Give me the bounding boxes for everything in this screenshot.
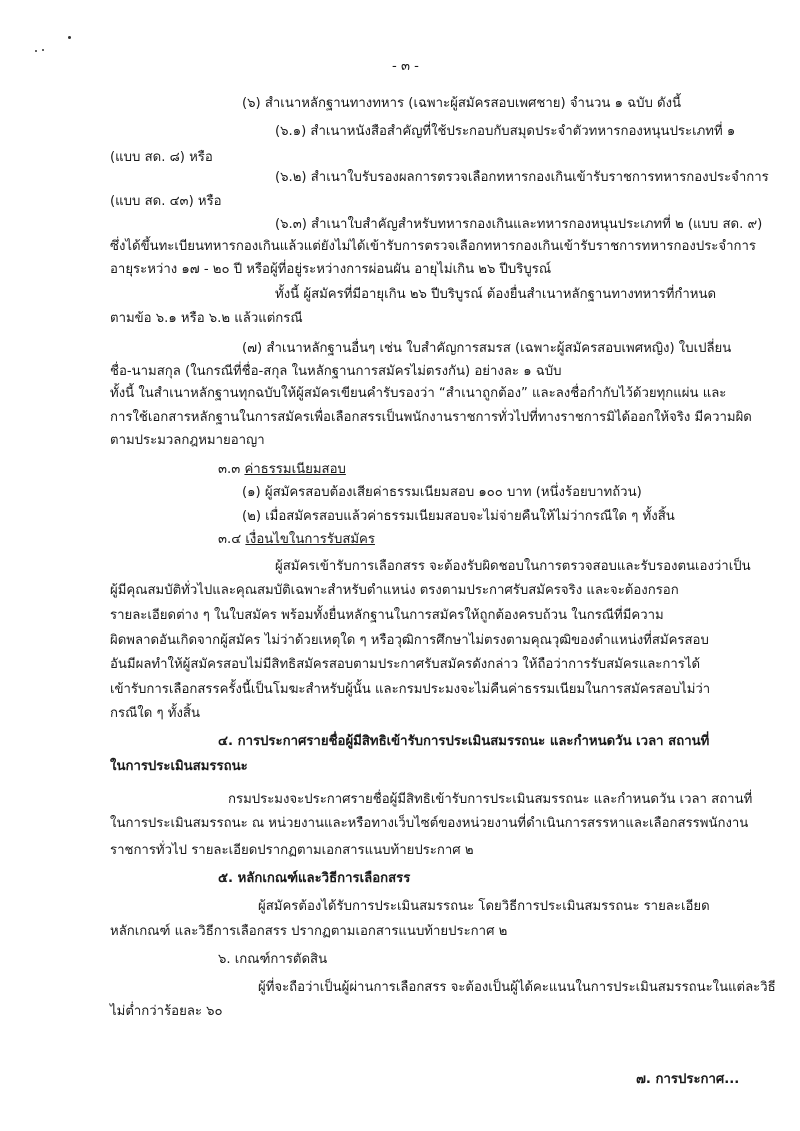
section-4-body-2: ในการประเมินสมรรถนะ ณ หน่วยงานและหรือทางเว็บไซต์ของหน่วยงานที่ดำเนินการสรรหาและเลือกสรรพนักงาน (110, 816, 749, 831)
section-3-4-heading (218, 531, 375, 549)
next-page-catchword: ๗. การประกาศ... (636, 1072, 740, 1087)
item-7-cont: ชื่อ-นามสกุล (ในกรณีที่ชื่อ-สกุล ในหลักฐานการสมัครไม่ตรงกัน) อย่างละ ๑ ฉบับ (110, 364, 562, 379)
item-6-2-form: (แบบ สด. ๔๓) หรือ (110, 194, 222, 209)
conditions-line-3: รายละเอียดต่าง ๆ ในใบสมัคร พร้อมทั้งยื่นหลักฐานในการสมัครให้ถูกต้องครบถ้วน ในกรณีที่มีความ (110, 608, 664, 623)
scan-speck (35, 50, 37, 52)
conditions-line-5: อันมีผลทำให้ผู้สมัครสอบไม่มีสิทธิสมัครสอบตามประกาศรับสมัครดังกล่าว ให้ถือว่าการรับสมัครและการได้ (110, 657, 701, 672)
fee-item-2: (๒) เมื่อสมัครสอบแล้วค่าธรรมเนียมสอบจะไม่จ่ายคืนให้ไม่ว่ากรณีใด ๆ ทั้งสิ้น (242, 509, 675, 524)
section-6-body-1: ผู้ที่จะถือว่าเป็นผู้ผ่านการเลือกสรร จะต้องเป็นผู้ได้คะแนนในการประเมินสมรรถนะในแต่ละวิธี (258, 980, 776, 995)
item-6-1: (๖.๑) สำเนาหนังสือสำคัญที่ใช้ประกอบกับสมุดประจำตัวทหารกองหนุนประเภทที่ ๑ (275, 124, 736, 139)
section-5-body-2: หลักเกณฑ์ และวิธีการเลือกสรร ปรากฏตามเอกสารแนบท้ายประกาศ ๒ (110, 924, 508, 939)
section-4-heading-cont: ในการประเมินสมรรถนะ (110, 759, 248, 774)
section-5-body-1: ผู้สมัครต้องได้รับการประเมินสมรรถนะ โดยวิธีการประเมินสมรรถนะ รายละเอียด (258, 899, 710, 914)
conditions-line-2: ผู้มีคุณสมบัติทั่วไปและคุณสมบัติเฉพาะสำหรับตำแหน่ง ตรงตามประกาศรับสมัครจริง และจะต้องกรอก (110, 583, 679, 598)
section-5-heading: ๕. หลักเกณฑ์และวิธีการเลือกสรร (218, 871, 411, 886)
conditions-line-7: กรณีใด ๆ ทั้งสิ้น (110, 706, 200, 721)
conditions-line-1: ผู้สมัครเข้ารับการเลือกสรร จะต้องรับผิดชอบในการตรวจสอบและรับรองตนเองว่าเป็น (275, 559, 751, 574)
item-6-note: ทั้งนี้ ผู้สมัครที่มีอายุเกิน ๒๖ ปีบริบูรณ์ ต้องยื่นสำเนาหลักฐานทางทหารที่กำหนด (275, 287, 717, 302)
item-7: (๗) สำเนาหลักฐานอื่นๆ เช่น ใบสำคัญการสมรส (เฉพาะผู้สมัครสอบเพศหญิง) ใบเปลี่ยน (242, 341, 732, 356)
certify-paragraph-2: การใช้เอกสารหลักฐานในการสมัครเพื่อเลือกสรรเป็นพนักงานราชการทั่วไปที่ทางราชการมิได้ออกให้จริง มีความผิด (110, 410, 752, 425)
conditions-line-4: ผิดพลาดอันเกิดจากผู้สมัคร ไม่ว่าด้วยเหตุใด ๆ หรือวุฒิการศึกษาไม่ตรงตามคุณวุฒิของตำแหน่งที่สมัครสอบ (110, 633, 709, 648)
section-6-heading: ๖. เกณฑ์การตัดสิน (218, 952, 328, 967)
scan-speck (68, 36, 71, 39)
item-6-note-cont: ตามข้อ ๖.๑ หรือ ๖.๒ แล้วแต่กรณี (110, 311, 303, 326)
item-6-heading: (๖) สำเนาหลักฐานทางทหาร (เฉพาะผู้สมัครสอบเพศชาย) จำนวน ๑ ฉบับ ดังนี้ (242, 96, 682, 111)
page-number: - ๓ - (392, 59, 419, 74)
item-6-3-cont-1: ซึ่งได้ขึ้นทะเบียนทหารกองเกินแล้วแต่ยังไม่ได้เข้ารับการตรวจเลือกทหารกองเกินเข้ารับราชการทหารกองประจำการ (110, 239, 756, 254)
conditions-line-6: เข้ารับการเลือกสรรครั้งนี้เป็นโมฆะสำหรับผู้นั้น และกรมประมงจะไม่คืนค่าธรรมเนียมในการสมัครสอบไม่ว่า (110, 682, 711, 697)
certify-paragraph-3: ตามประมวลกฎหมายอาญา (110, 433, 265, 448)
section-4-heading: ๔. การประกาศรายชื่อผู้มีสิทธิเข้ารับการประเมินสมรรถนะ และกำหนดวัน เวลา สถานที่ (218, 734, 710, 749)
section-3-4-title: เงื่อนไขในการรับสมัคร (245, 532, 375, 547)
item-6-1-form: (แบบ สด. ๘) หรือ (110, 150, 213, 165)
section-4-body-3: ราชการทั่วไป รายละเอียดปรากฏตามเอกสารแนบท้ายประกาศ ๒ (110, 843, 474, 858)
section-3-3-number: ๓.๓ (218, 462, 241, 477)
section-6-body-2: ไม่ต่ำกว่าร้อยละ ๖๐ (110, 1004, 223, 1019)
item-6-3: (๖.๓) สำเนาใบสำคัญสำหรับทหารกองเกินและทหารกองหนุนประเภทที่ ๒ (แบบ สด. ๙) (275, 217, 763, 232)
fee-item-1: (๑) ผู้สมัครสอบต้องเสียค่าธรรมเนียมสอบ ๑๐๐ บาท (หนึ่งร้อยบาทถ้วน) (242, 485, 642, 500)
section-3-3-title: ค่าธรรมเนียมสอบ (244, 462, 346, 477)
section-4-body-1: กรมประมงจะประกาศรายชื่อผู้มีสิทธิเข้ารับการประเมินสมรรถนะ และกำหนดวัน เวลา สถานที่ (228, 792, 753, 807)
certify-paragraph-1: ทั้งนี้ ในสำเนาหลักฐานทุกฉบับให้ผู้สมัครเขียนคำรับรองว่า “สำเนาถูกต้อง” และลงชื่อกำกับไว้ด้วยทุกแผ่น และ (110, 386, 727, 401)
section-3-3-heading (218, 461, 346, 479)
section-3-4-number: ๓.๔ (218, 532, 242, 547)
item-6-2: (๖.๒) สำเนาใบรับรองผลการตรวจเลือกทหารกองเกินเข้ารับราชการทหารกองประจำการ (275, 170, 769, 185)
item-6-3-cont-2: อายุระหว่าง ๑๗ - ๒๐ ปี หรือผู้ที่อยู่ระหว่างการผ่อนผัน อายุไม่เกิน ๒๖ ปีบริบูรณ์ (110, 262, 552, 277)
scan-speck (42, 49, 44, 51)
